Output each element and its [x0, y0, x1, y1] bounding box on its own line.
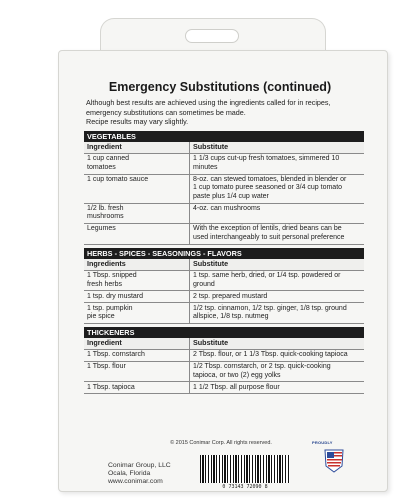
substitute-line: 8-oz. can stewed tomatoes, blended in blender or [193, 175, 347, 183]
ingredient-line: 1 tsp. pumpkin [87, 304, 133, 312]
substitute-column-header: Substitute [193, 142, 229, 152]
substitute-line: 1 cup tomato puree seasoned or 3/4 cup tomato [193, 184, 343, 192]
table-row [84, 350, 364, 362]
ingredient-column-header: Ingredient [84, 338, 190, 349]
ingredient-cell [84, 154, 190, 174]
ingredient-line: fresh herbs [87, 280, 123, 288]
table-row [84, 271, 364, 292]
ingredient-line: 1 cup canned [87, 155, 130, 163]
company-city: Ocala, Florida [108, 470, 151, 477]
ingredient-line: tomatoes [87, 163, 116, 171]
ingredient-cell [84, 224, 190, 244]
ingredient-column-header: Ingredient [84, 142, 190, 153]
barcode-icon [200, 455, 290, 483]
section-heading: HERBS - SPICES - SEASONINGS - FLAVORS [84, 248, 364, 259]
substitute-cell [190, 303, 364, 323]
substitute-line: 1/2 tsp. cinnamon, 1/2 tsp. ginger, 1/8 tsp. ground [193, 304, 347, 312]
substitute-cell [190, 204, 364, 224]
substitute-cell [190, 224, 364, 244]
ingredient-line: pie spice [87, 313, 115, 321]
section-herbs [84, 248, 364, 324]
section-heading: THICKENERS [84, 327, 364, 338]
ingredient-line: 1/2 lb. fresh [87, 204, 124, 212]
table-row [84, 204, 364, 225]
substitute-line: 1/2 Tbsp. cornstarch, or 2 tsp. quick-cooking [193, 363, 331, 370]
substitute-cell [190, 175, 364, 203]
usa-flag-icon [322, 446, 346, 474]
ingredient-cell [84, 204, 190, 224]
ingredient-line: 1 Tbsp. flour [87, 363, 126, 370]
substitute-cell [190, 271, 364, 291]
ingredient-cell [84, 291, 190, 302]
ingredient-line: 1 Tbsp. cornstarch [87, 351, 145, 359]
substitute-line: 2 Tbsp. flour, or 1 1/3 Tbsp. quick-cooking tapioca [193, 351, 348, 359]
substitution-guide [84, 131, 364, 397]
company-info [108, 462, 171, 486]
ingredient-cell [84, 303, 190, 323]
column-header-row [84, 142, 364, 154]
copyright-notice: © 2015 Conimar Corp. All rights reserved. [170, 440, 272, 446]
substitute-line: 1 tsp. same herb, dried, or 1/4 tsp. powdered or [193, 271, 341, 279]
company-url: www.conimar.com [108, 478, 163, 485]
barcode-number: 0 73143 72090 8 [194, 484, 296, 490]
substitute-column-header: Substitute [193, 338, 229, 348]
ingredient-line: 1 cup tomato sauce [87, 175, 149, 183]
ingredient-line: Legumes [87, 225, 116, 233]
section-thickeners [84, 327, 364, 394]
card-title: Emergency Substitutions (continued) [108, 80, 332, 94]
substitute-line: 4-oz. can mushrooms [193, 204, 261, 212]
table-row [84, 175, 364, 204]
ingredient-line: mushrooms [87, 213, 124, 221]
company-name: Conimar Group, LLC [108, 462, 171, 469]
substitute-cell [190, 350, 364, 361]
ingredient-line: 1 Tbsp. snipped [87, 271, 137, 279]
intro-line: emergency substitutions can sometimes be made. [86, 107, 246, 117]
ingredient-cell [84, 362, 190, 382]
badge-text: PROUDLY [312, 440, 333, 445]
substitute-line: With the exception of lentils, dried beans can be [193, 225, 342, 233]
substitute-line: ground [193, 280, 215, 288]
substitute-line: 2 tsp. prepared mustard [193, 292, 268, 300]
ingredient-cell [84, 271, 190, 291]
table-row [84, 303, 364, 324]
intro-text [86, 98, 366, 127]
table-row [84, 224, 364, 245]
column-header-row [84, 338, 364, 350]
substitute-cell [190, 291, 364, 302]
substitute-column-header: Substitute [193, 259, 229, 268]
section-heading: VEGETABLES [84, 131, 364, 142]
table-row [84, 362, 364, 383]
substitute-cell [190, 382, 364, 393]
substitute-cell [190, 362, 364, 382]
ingredient-cell [84, 350, 190, 361]
substitute-cell [190, 154, 364, 174]
intro-line: Although best results are achieved using the ingredients called for in recipes, [86, 98, 331, 107]
table-row [84, 382, 364, 394]
substitute-line: 1 1/3 cups cut-up fresh tomatoes, simmered 10 [193, 155, 340, 163]
substitute-line: paste plus 1/4 cup water [193, 192, 269, 200]
substitute-line: tapioca, or two (2) egg yolks [193, 371, 281, 379]
column-header-row [84, 259, 364, 271]
substitute-line: allspice, 1/8 tsp. nutmeg [193, 313, 269, 321]
ingredient-cell [84, 175, 190, 203]
ingredient-line: 1 tsp. dry mustard [87, 292, 144, 300]
ingredient-column-header: Ingredients [84, 259, 190, 270]
substitute-line: minutes [193, 163, 218, 171]
substitute-line: 1 1/2 Tbsp. all purpose flour [193, 383, 280, 391]
intro-line: Recipe results may vary slightly. [86, 117, 189, 127]
section-vegetables [84, 131, 364, 245]
table-row [84, 154, 364, 175]
table-row [84, 291, 364, 303]
ingredient-line: 1 Tbsp. tapioca [87, 383, 135, 391]
hang-hole [185, 29, 239, 43]
substitute-line: used interchangeably to suit personal preference [193, 234, 345, 242]
ingredient-cell [84, 382, 190, 393]
